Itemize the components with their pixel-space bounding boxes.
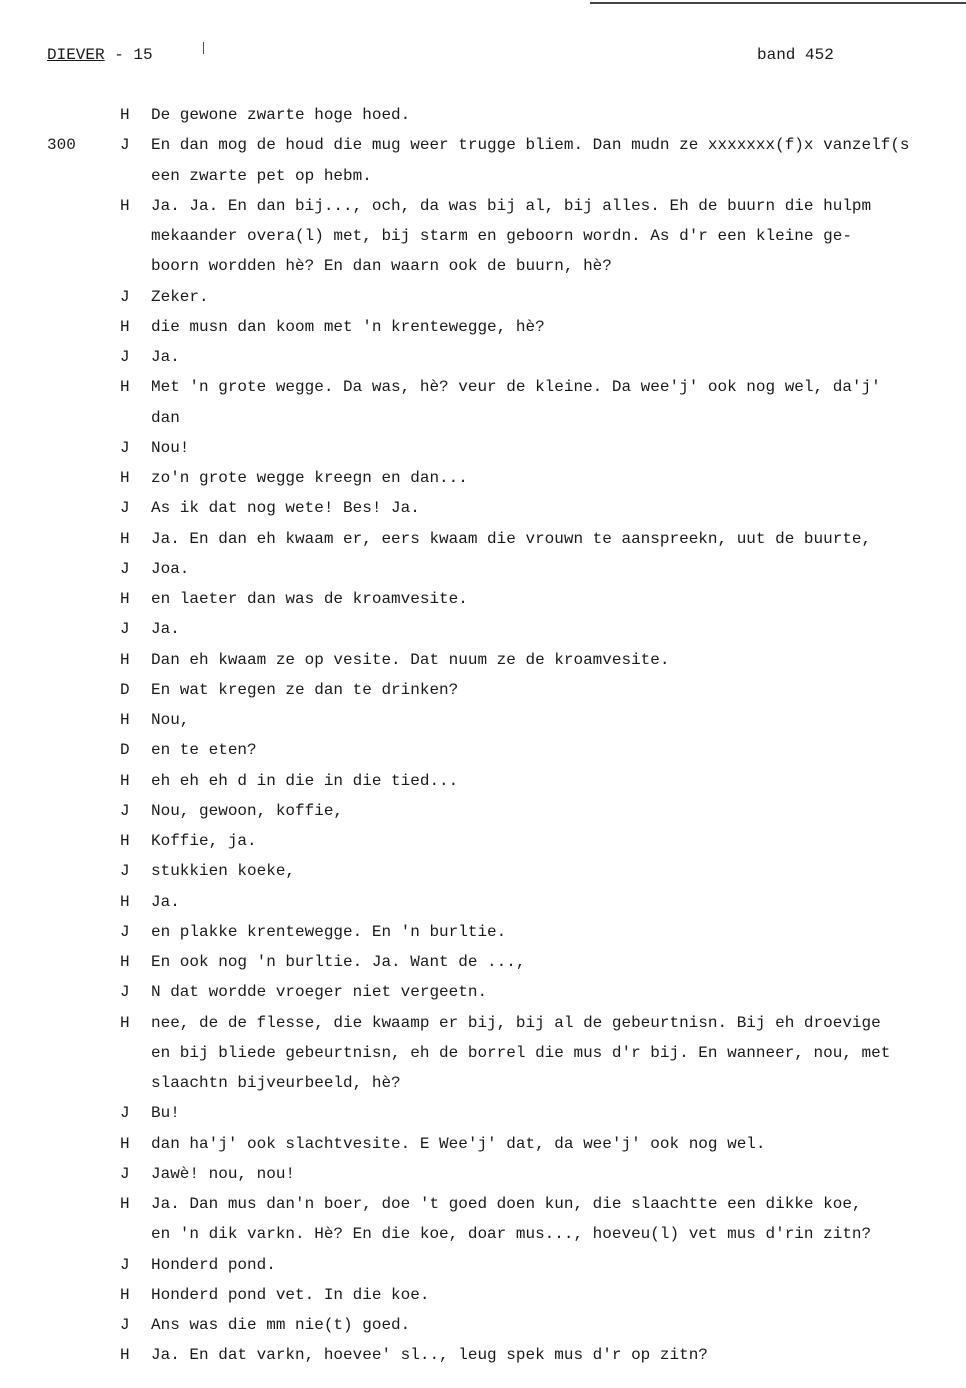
line-text: en bij bliede gebeurtnisn, eh de borrel die mus d'r bij. En wanneer, nou, met	[151, 1043, 891, 1062]
line-text: Ja.	[151, 892, 180, 911]
speaker-label: H	[120, 469, 130, 487]
speaker-label: J	[120, 1164, 130, 1183]
line-text: Nou,	[151, 711, 190, 729]
speaker-label: J	[120, 1104, 130, 1123]
line-text: De gewone zwarte hoge hoed.	[151, 106, 411, 124]
line-text: Ja. En dat varkn, hoevee' sl.., leug spek mus d'r op zitn?	[151, 1346, 708, 1365]
line-text: Dan eh kwaam ze op vesite. Dat nuum ze de kroamvesite.	[151, 650, 670, 669]
speaker-label: D	[120, 680, 130, 699]
line-text: Ja.	[151, 348, 180, 366]
speaker-label: J	[120, 1316, 130, 1334]
line-text: Ja. Dan mus dan'n boer, doe 't goed doen kun, die slaachtte een dikke koe,	[151, 1195, 862, 1213]
speaker-label: J	[120, 1255, 130, 1274]
line-text: Nou!	[151, 438, 190, 457]
line-text: die musn dan koom met 'n krentewegge, hè?	[151, 317, 545, 336]
line-text: slaachtn bijveurbeeld, hè?	[151, 1074, 401, 1092]
speaker-label: H	[120, 953, 130, 971]
speaker-label: J	[120, 348, 130, 366]
speaker-label: H	[120, 378, 130, 397]
speaker-label: H	[120, 317, 130, 336]
line-text: Koffie, ja.	[151, 832, 257, 850]
line-number: 300	[47, 136, 76, 155]
line-text: Bu!	[151, 1104, 180, 1123]
line-text: En ook nog 'n burltie. Ja. Want de ...,	[151, 953, 526, 971]
speaker-label: H	[120, 1285, 130, 1304]
speaker-label: J	[120, 922, 130, 941]
line-text: stukkien koeke,	[151, 862, 296, 881]
line-text: en te eten?	[151, 741, 257, 760]
line-text: En dan mog de houd die mug weer trugge bliem. Dan mudn ze xxxxxxx(f)x vanzelf(s	[151, 136, 910, 155]
line-text: Ja. En dan eh kwaam er, eers kwaam die vrouwn te aanspreekn, uut de buurte,	[151, 529, 872, 548]
speaker-label: H	[120, 1195, 130, 1213]
line-text: Nou, gewoon, koffie,	[151, 801, 344, 820]
speaker-label: J	[120, 983, 130, 1002]
speaker-label: J	[120, 620, 130, 639]
line-text: Ans was die mm nie(t) goed.	[151, 1316, 411, 1334]
line-text: En wat kregen ze dan te drinken?	[151, 680, 459, 699]
speaker-label: J	[120, 136, 130, 155]
line-text: nee, de de flesse, die kwaamp er bij, bij al de gebeurtnisn. Bij eh droevige	[151, 1013, 881, 1032]
line-text: en 'n dik varkn. Hè? En die koe, doar mus..., hoeveu(l) vet mus d'rin zitn?	[151, 1225, 872, 1244]
page-number: - 15	[114, 46, 153, 64]
line-text: zo'n grote wegge kreegn en dan...	[151, 469, 468, 487]
speaker-label: H	[120, 1346, 130, 1365]
tape-label: band 452	[757, 46, 834, 64]
place-name: DIEVER	[47, 46, 105, 64]
speaker-label: H	[120, 529, 130, 548]
line-text: Ja.	[151, 620, 180, 639]
line-text: N dat wordde vroeger niet vergeetn.	[151, 983, 488, 1002]
speaker-label: H	[120, 892, 130, 911]
speaker-label: J	[120, 438, 130, 457]
speaker-label: H	[120, 1134, 130, 1153]
speaker-label: H	[120, 106, 130, 124]
line-text: Honderd pond vet. In die koe.	[151, 1285, 430, 1304]
speaker-label: H	[120, 711, 130, 729]
line-text: Met 'n grote wegge. Da was, hè? veur de kleine. Da wee'j' ook nog wel, da'j'	[151, 378, 881, 397]
speaker-label: D	[120, 741, 130, 760]
line-text: een zwarte pet op hebm.	[151, 166, 372, 185]
line-text: en laeter dan was de kroamvesite.	[151, 590, 468, 608]
line-text: eh eh eh d in die in die tied...	[151, 771, 459, 790]
speaker-label: J	[120, 559, 130, 578]
line-text: dan ha'j' ook slachtvesite. E Wee'j' dat, da wee'j' ook nog wel.	[151, 1134, 766, 1153]
speaker-label: J	[120, 801, 130, 820]
speaker-label: H	[120, 771, 130, 790]
line-text: en plakke krentewegge. En 'n burltie.	[151, 922, 507, 941]
line-text: Honderd pond.	[151, 1255, 276, 1274]
line-text: As ik dat nog wete! Bes! Ja.	[151, 499, 420, 518]
line-text: Jawè! nou, nou!	[151, 1164, 296, 1183]
speaker-label: J	[120, 287, 130, 306]
speaker-label: H	[120, 1013, 130, 1032]
speaker-label: H	[120, 650, 130, 669]
line-text: Joa.	[151, 559, 190, 578]
speaker-label: J	[120, 862, 130, 881]
speaker-label: H	[120, 590, 130, 608]
line-text: mekaander overa(l) met, bij starm en geboorn wordn. As d'r een kleine ge-	[151, 227, 852, 245]
line-text: Zeker.	[151, 287, 209, 306]
line-text: Ja. Ja. En dan bij..., och, da was bij al, bij alles. Eh de buurn die hulpm	[151, 196, 872, 215]
speaker-label: J	[120, 499, 130, 518]
line-text: boorn wordden hè? En dan waarn ook de buurn, hè?	[151, 257, 612, 276]
speaker-label: H	[120, 196, 130, 215]
line-text: dan	[151, 408, 180, 427]
speaker-label: H	[120, 832, 130, 850]
